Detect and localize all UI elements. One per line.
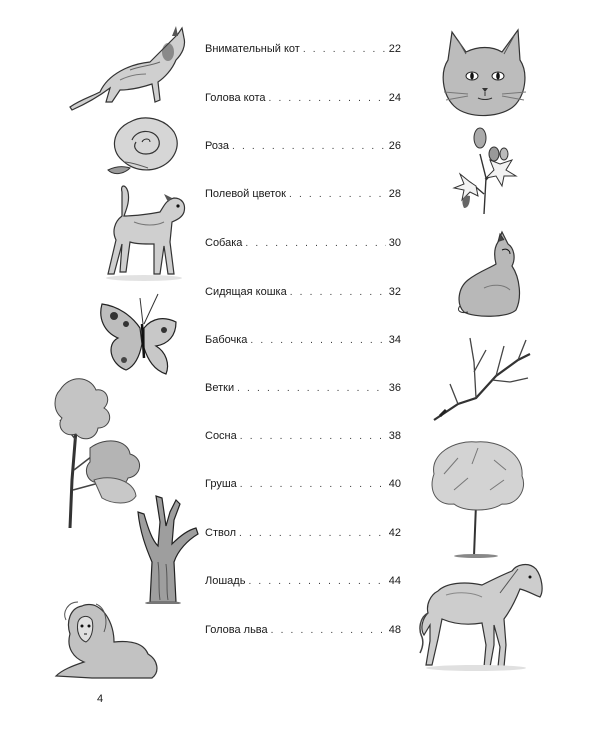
toc-entry[interactable] <box>205 236 401 250</box>
toc-entry-title: Бабочка <box>205 334 248 346</box>
toc-entry-title: Собака <box>205 237 243 249</box>
toc-entry-page: 36 <box>388 382 401 394</box>
toc-entry-page: 34 <box>388 334 401 346</box>
toc-entry-title: Ветки <box>205 382 235 394</box>
toc-leader-dots <box>303 43 386 57</box>
toc-entry-title: Голова кота <box>205 92 266 104</box>
horse-icon <box>416 555 546 673</box>
toc-entry-page: 44 <box>388 575 401 587</box>
toc-entry[interactable] <box>205 381 401 395</box>
toc-entry-page: 22 <box>388 43 401 55</box>
toc-entry[interactable] <box>205 429 401 443</box>
toc-entry-title: Ствол <box>205 527 236 539</box>
branches-icon <box>430 332 534 424</box>
toc-entry[interactable] <box>205 526 401 540</box>
toc-entry-title: Груша <box>205 478 237 490</box>
toc-leader-dots <box>232 140 386 154</box>
toc-entry-page: 26 <box>388 140 401 152</box>
toc-entry-title: Внимательный кот <box>205 43 300 55</box>
toc-leader-dots <box>248 575 385 589</box>
toc-entry-page: 24 <box>388 92 401 104</box>
cat-head-icon <box>438 22 530 122</box>
toc-entry-page: 38 <box>388 430 401 442</box>
rose-icon <box>102 110 184 178</box>
toc-entry-title: Лошадь <box>205 575 246 587</box>
toc-entry-title: Полевой цветок <box>205 188 286 200</box>
dog-icon <box>104 182 190 282</box>
toc-entry-title: Сидящая кошка <box>205 286 287 298</box>
toc-leader-dots <box>271 624 386 638</box>
toc-leader-dots <box>250 334 385 348</box>
toc-entry[interactable] <box>205 139 401 153</box>
toc-leader-dots <box>240 478 386 492</box>
toc-leader-dots <box>289 188 386 202</box>
toc-entry-title: Голова льва <box>205 624 268 636</box>
toc-entry-page: 32 <box>388 286 401 298</box>
toc-leader-dots <box>239 527 386 541</box>
toc-entry[interactable] <box>205 477 401 491</box>
toc-entry-page: 30 <box>388 237 401 249</box>
toc-entry[interactable] <box>205 623 401 637</box>
toc-leader-dots <box>240 430 386 444</box>
cat-stretching-icon <box>60 22 190 114</box>
toc-entry[interactable] <box>205 42 401 56</box>
toc-entry-title: Роза <box>205 140 230 152</box>
toc-entry-page: 28 <box>388 188 401 200</box>
toc-entry-title: Сосна <box>205 430 237 442</box>
butterfly-icon <box>96 288 186 380</box>
tree-trunk-icon <box>136 492 200 604</box>
toc-leader-dots <box>269 92 386 106</box>
wildflower-icon <box>450 124 524 216</box>
sitting-cat-icon <box>454 228 524 320</box>
toc-entry-page: 42 <box>388 527 401 539</box>
toc-entry[interactable] <box>205 187 401 201</box>
toc-entry-page: 48 <box>388 624 401 636</box>
tree-icon <box>50 370 150 530</box>
page-number: 4 <box>97 693 104 705</box>
pear-tree-icon <box>424 434 530 558</box>
toc-entry[interactable] <box>205 574 401 588</box>
toc-entry[interactable] <box>205 333 401 347</box>
toc-entry[interactable] <box>205 91 401 105</box>
toc-leader-dots <box>290 286 386 300</box>
toc-leader-dots <box>237 382 386 396</box>
toc-leader-dots <box>245 237 385 251</box>
toc-entry[interactable] <box>205 285 401 299</box>
toc-entry-page: 40 <box>388 478 401 490</box>
lion-icon <box>52 592 162 682</box>
